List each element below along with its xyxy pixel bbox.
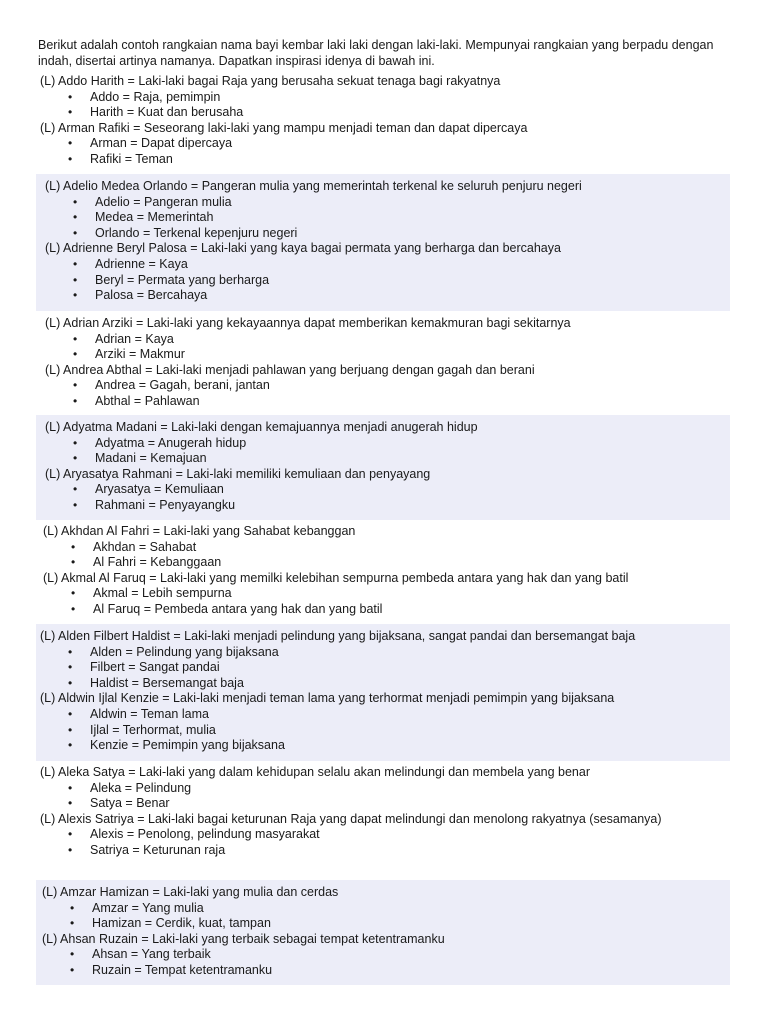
meaning-item: • Addo = Raja, pemimpin [68, 89, 221, 104]
bullet-icon: • [73, 482, 78, 497]
entry-title: (L) Alexis Satriya = Laki-laki bagai keturunan Raja yang dapat melindungi dan menolong rakyatnya (sesamanya) [40, 811, 662, 826]
meaning-item: • Akmal = Lebih sempurna [71, 586, 232, 601]
entry-title: (L) Akmal Al Faruq = Laki-laki yang memilki kelebihan sempurna pembeda antara yang hak dan yang batil [43, 570, 629, 585]
bullet-icon: • [68, 644, 73, 659]
meaning-list [45, 378, 730, 409]
meaning-item: • Adelio = Pangeran mulia [73, 194, 232, 209]
intro-paragraph: Berikut adalah contoh rangkaian nama bayi kembar laki laki dengan laki-laki. Mempunyai rangkaian yang berpadu dengan indah, disertai artinya namanya. Dapatkan inspirasi idenya di bawah ini. [38, 38, 714, 68]
entry-title: (L) Amzar Hamizan = Laki-laki yang mulia dan cerdas [42, 885, 339, 899]
meaning-item: • Satriya = Keturunan raja [68, 842, 226, 857]
bullet-icon: • [68, 796, 73, 811]
bullet-icon: • [73, 497, 78, 512]
meaning-item: • Madani = Kemajuan [73, 451, 207, 466]
bullet-icon: • [68, 780, 73, 795]
name-group [36, 524, 730, 618]
meaning-item: • Abthal = Pahlawan [73, 393, 200, 408]
bullet-icon: • [70, 900, 75, 915]
name-group [36, 765, 730, 859]
entry-title: (L) Akhdan Al Fahri = Laki-laki yang Sahabat kebanggan [43, 524, 356, 538]
bullet-icon: • [73, 225, 78, 240]
meaning-list [40, 707, 730, 754]
bullet-icon: • [71, 586, 76, 601]
bullet-icon: • [73, 435, 78, 450]
entry-title: (L) Adrienne Beryl Palosa = Laki-laki yang kaya bagai permata yang berharga dan bercahaya [45, 241, 561, 256]
meaning-item: • Arman = Dapat dipercaya [68, 136, 233, 151]
entry-title: (L) Andrea Abthal = Laki-laki menjadi pahlawan yang berjuang dengan gagah dan berani [45, 362, 535, 377]
meaning-item: • Aldwin = Teman lama [68, 706, 209, 721]
bullet-icon: • [68, 660, 73, 675]
entry-title: (L) Addo Harith = Laki-laki bagai Raja yang berusaha sekuat tenaga bagi rakyatnya [40, 74, 501, 88]
bullet-icon: • [68, 105, 73, 120]
meaning-item: • Filbert = Sangat pandai [68, 660, 220, 675]
bullet-icon: • [73, 331, 78, 346]
meaning-list [40, 827, 730, 858]
meaning-list [45, 482, 730, 513]
bullet-icon: • [68, 706, 73, 721]
meaning-item: • Ijlal = Terhormat, mulia [68, 722, 216, 737]
entry-title: (L) Aleka Satya = Laki-laki yang dalam kehidupan selalu akan melindungi dan membela yang benar [40, 765, 590, 779]
meaning-list [45, 332, 730, 363]
meaning-list [40, 645, 730, 692]
bullet-icon: • [68, 842, 73, 857]
bullet-icon: • [70, 962, 75, 977]
meaning-item: • Rafiki = Teman [68, 151, 173, 166]
bullet-icon: • [73, 347, 78, 362]
entry-title: (L) Adelio Medea Orlando = Pangeran mulia yang memerintah terkenal ke seluruh penjuru negeri [45, 179, 582, 193]
bullet-icon: • [73, 451, 78, 466]
name-group-shaded [36, 880, 730, 985]
meaning-list [40, 90, 730, 121]
name-group-shaded [36, 415, 730, 520]
bullet-icon: • [68, 136, 73, 151]
meaning-item: • Amzar = Yang mulia [70, 900, 204, 915]
bullet-icon: • [68, 151, 73, 166]
meaning-item: • Beryl = Permata yang berharga [73, 272, 270, 287]
meaning-item: • Kenzie = Pemimpin yang bijaksana [68, 738, 285, 753]
bullet-icon: • [73, 393, 78, 408]
name-group-shaded [36, 624, 730, 761]
meaning-item: • Alden = Pelindung yang bijaksana [68, 644, 279, 659]
meaning-item: • Adyatma = Anugerah hidup [73, 435, 247, 450]
bullet-icon: • [73, 288, 78, 303]
name-group [36, 74, 730, 168]
entry-title: (L) Adyatma Madani = Laki-laki dengan kemajuannya menjadi anugerah hidup [45, 420, 478, 434]
bullet-icon: • [68, 675, 73, 690]
meaning-item: • Satya = Benar [68, 796, 170, 811]
bullet-icon: • [71, 555, 76, 570]
bullet-icon: • [73, 256, 78, 271]
name-group [36, 316, 730, 410]
meaning-item: • Haldist = Bersemangat baja [68, 675, 244, 690]
meaning-list [45, 195, 730, 242]
bullet-icon: • [70, 916, 75, 931]
bullet-icon: • [68, 827, 73, 842]
meaning-item: • Ruzain = Tempat ketentramanku [70, 962, 273, 977]
meaning-item: • Al Faruq = Pembeda antara yang hak dan yang batil [71, 601, 383, 616]
bullet-icon: • [73, 194, 78, 209]
meaning-item: • Aleka = Pelindung [68, 780, 192, 795]
meaning-list [45, 257, 730, 304]
entry-title: (L) Aryasatya Rahmani = Laki-laki memiliki kemuliaan dan penyayang [45, 466, 431, 481]
meaning-item: • Medea = Memerintah [73, 210, 214, 225]
meaning-item: • Andrea = Gagah, berani, jantan [73, 378, 270, 393]
entry-title: (L) Arman Rafiki = Seseorang laki-laki yang mampu menjadi teman dan dapat dipercaya [40, 120, 528, 135]
meaning-list [40, 781, 730, 812]
bullet-icon: • [68, 738, 73, 753]
bullet-icon: • [71, 539, 76, 554]
meaning-item: • Palosa = Bercahaya [73, 288, 208, 303]
entry-title: (L) Alden Filbert Haldist = Laki-laki menjadi pelindung yang bijaksana, sangat pandai dan bersemangat baja [40, 629, 636, 643]
meaning-item: • Akhdan = Sahabat [71, 539, 197, 554]
bullet-icon: • [70, 947, 75, 962]
entry-title: (L) Aldwin Ijlal Kenzie = Laki-laki menjadi teman lama yang terhormat menjadi pemimpin yang bijaksana [40, 691, 615, 706]
meaning-item: • Hamizan = Cerdik, kuat, tampan [70, 916, 271, 931]
bullet-icon: • [73, 378, 78, 393]
meaning-item: • Harith = Kuat dan berusaha [68, 105, 244, 120]
bullet-icon: • [73, 210, 78, 225]
entry-title: (L) Adrian Arziki = Laki-laki yang kekayaannya dapat memberikan kemakmuran bagi sekitarnya [45, 316, 571, 330]
meaning-item: • Orlando = Terkenal kepenjuru negeri [73, 225, 298, 240]
entry-title: (L) Ahsan Ruzain = Laki-laki yang terbaik sebagai tempat ketentramanku [42, 931, 445, 946]
bullet-icon: • [68, 722, 73, 737]
meaning-item: • Adrian = Kaya [73, 331, 174, 346]
bullet-icon: • [71, 601, 76, 616]
meaning-item: • Arziki = Makmur [73, 347, 185, 362]
meaning-list [43, 540, 730, 571]
meaning-item: • Adrienne = Kaya [73, 256, 188, 271]
meaning-item: • Ahsan = Yang terbaik [70, 947, 211, 962]
meaning-item: • Al Fahri = Kebanggaan [71, 555, 222, 570]
meaning-item: • Rahmani = Penyayangku [73, 497, 236, 512]
bullet-icon: • [68, 89, 73, 104]
meaning-list [40, 136, 730, 167]
bullet-icon: • [73, 272, 78, 287]
meaning-list [42, 947, 730, 978]
meaning-item: • Aryasatya = Kemuliaan [73, 482, 224, 497]
meaning-list [43, 586, 730, 617]
meaning-list [42, 901, 730, 932]
name-group-shaded [36, 174, 730, 311]
meaning-list [45, 436, 730, 467]
meaning-item: • Alexis = Penolong, pelindung masyarakat [68, 827, 320, 842]
